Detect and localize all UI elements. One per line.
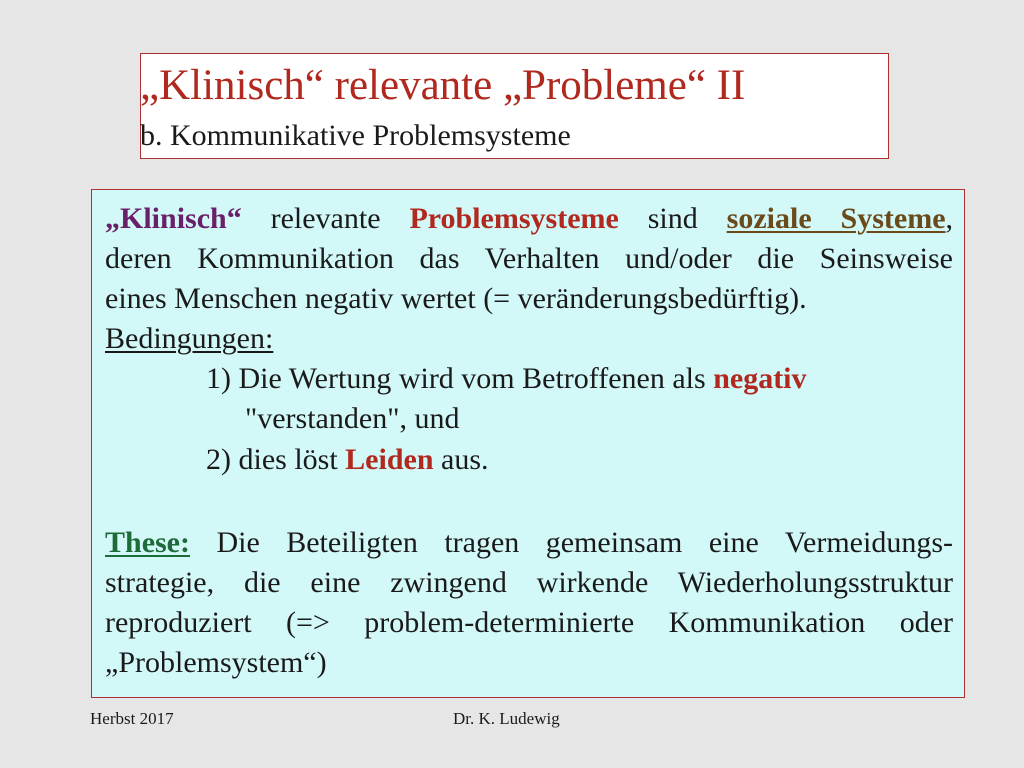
text-comma: ,: [945, 202, 954, 235]
thesis-text-1: Die Beteiligten tragen gemeinsam eine Vermeidungs-: [190, 526, 953, 559]
term-soziale-systeme: soziale Systeme: [726, 202, 946, 235]
text-sind: sind: [618, 202, 727, 235]
thesis-line-3: reproduziert (=> problem-determinierte Kommunikation oder: [105, 606, 953, 639]
conditions-heading: Bedingungen:: [105, 322, 274, 355]
definition-line-3: eines Menschen negativ wertet (= veränderungsbedürftig).: [105, 282, 807, 315]
condition-1-keyword: negativ: [713, 362, 807, 395]
content-box: [91, 189, 965, 698]
condition-item-1-continuation: "verstanden", und: [245, 402, 460, 435]
condition-1-text: 1) Die Wertung wird vom Betroffenen als: [206, 362, 714, 395]
thesis-label: These:: [105, 526, 190, 559]
footer-date: Herbst 2017: [90, 709, 174, 728]
definition-line-1: [105, 204, 953, 234]
term-problemsysteme: Problemsysteme: [409, 202, 619, 235]
slide-title: „Klinisch“ relevante „Probleme“ II: [140, 62, 746, 109]
condition-item-2: [206, 445, 489, 475]
condition-2-suffix: aus.: [433, 443, 489, 476]
text-relevante: relevante: [241, 202, 410, 235]
term-klinisch: „Klinisch“: [105, 202, 242, 235]
condition-2-text: 2) dies löst: [206, 443, 346, 476]
thesis-line-1: [105, 528, 953, 558]
condition-item-1: [206, 364, 807, 394]
thesis-line-2: strategie, die eine zwingend wirkende Wiederholungsstruktur: [105, 566, 953, 599]
slide-subtitle: b. Kommunikative Problemsysteme: [140, 119, 571, 152]
thesis-line-4: „Problemsystem“): [105, 646, 327, 679]
condition-2-keyword: Leiden: [345, 443, 434, 476]
footer-author: Dr. K. Ludewig: [453, 709, 560, 728]
definition-line-2: deren Kommunikation das Verhalten und/oder die Seinsweise: [105, 242, 953, 275]
